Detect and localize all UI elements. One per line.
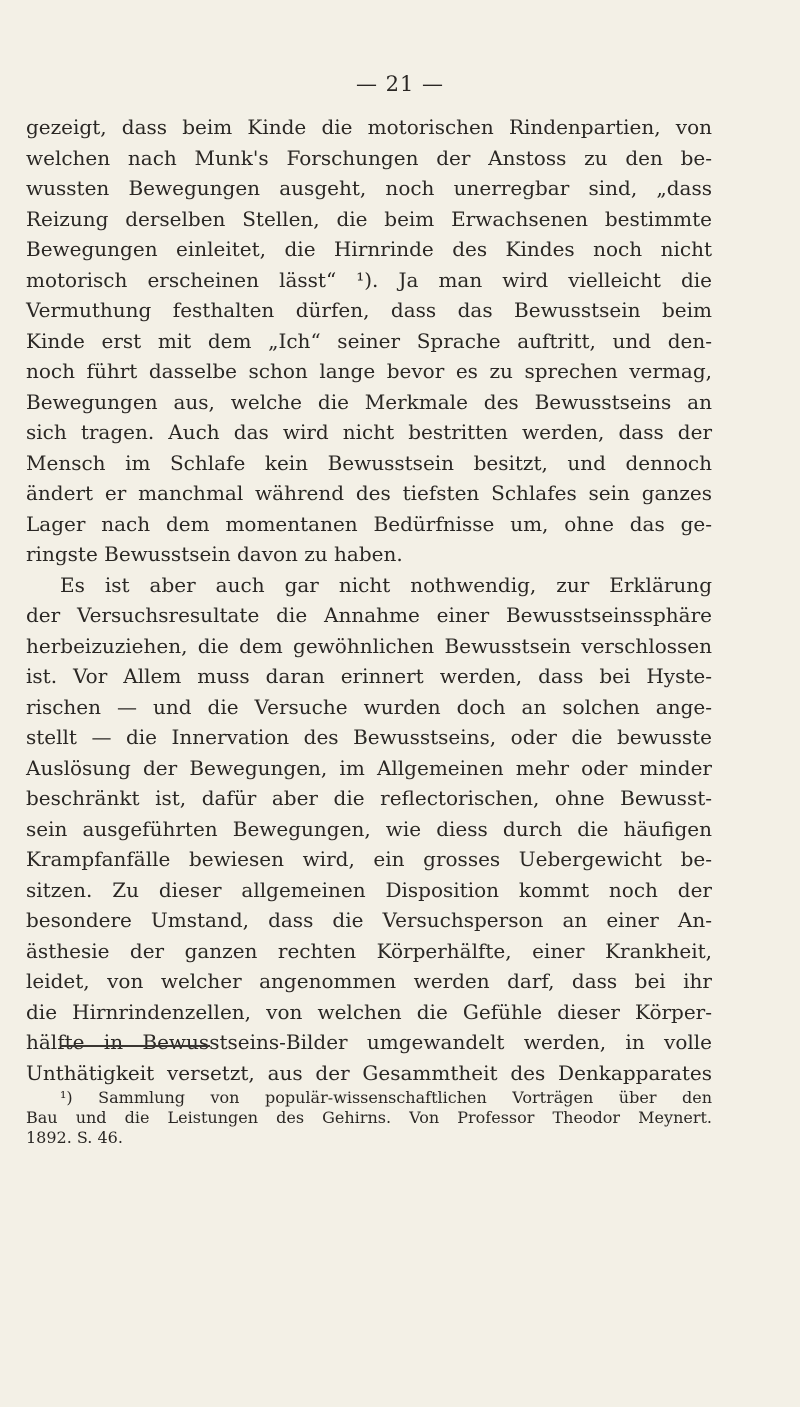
text-line: ästhesie der ganzen rechten Körperhälfte, einer Krankheit, <box>26 938 712 963</box>
page-number: — 21 — <box>355 72 445 96</box>
text-line: Mensch im Schlafe kein Bewusstsein besitzt, und dennoch <box>26 450 712 475</box>
text-line: Lager nach dem momentanen Bedürfnisse um, ohne das ge- <box>26 511 712 536</box>
text-line: Reizung derselben Stellen, die beim Erwachsenen bestimmte <box>26 206 712 231</box>
text-line: sich tragen. Auch das wird nicht bestritten werden, dass der <box>26 420 712 444</box>
text-line: hälfte in Bewusstseins-Bilder umgewandelt werden, in volle <box>26 1030 712 1054</box>
text-line: Kinde erst mit dem „Ich“ seiner Sprache auftritt, und den- <box>26 328 712 353</box>
footnote-divider <box>60 1045 210 1047</box>
body-text <box>26 112 712 1088</box>
text-line: Unthätigkeit versetzt, aus der Gesammtheit des Denkapparates <box>26 1060 712 1085</box>
text-line: stellt — die Innervation des Bewusstseins, oder die bewusste <box>26 725 712 749</box>
paragraph-end-line: ringste Bewusstsein davon zu haben. <box>26 542 403 566</box>
text-line: beschränkt ist, dafür aber die reflectorischen, ohne Bewusst- <box>26 786 712 810</box>
text-line: noch führt dasselbe schon lange bevor es zu sprechen vermag, <box>26 359 712 383</box>
text-line: leidet, von welcher angenommen werden darf, dass bei ihr <box>26 969 712 993</box>
text-line: Krampfanfälle bewiesen wird, ein grosses Uebergewicht be- <box>26 847 712 871</box>
text-line: welchen nach Munk's Forschungen der Anstoss zu den be- <box>26 145 712 170</box>
text-line: ist. Vor Allem muss daran erinnert werden, dass bei Hyste- <box>26 664 712 688</box>
text-line: gezeigt, dass beim Kinde die motorischen Rindenpartien, von <box>26 115 712 139</box>
text-line: rischen — und die Versuche wurden doch an solchen ange- <box>26 694 712 719</box>
footnote-line: Bau und die Leistungen des Gehirns. Von Professor Theodor Meynert. <box>26 1108 712 1127</box>
text-line: sitzen. Zu dieser allgemeinen Disposition kommt noch der <box>26 877 712 902</box>
text-line: motorisch erscheinen lässt“ ¹). Ja man wird vielleicht die <box>26 267 712 292</box>
text-line: herbeizuziehen, die dem gewöhnlichen Bewusstsein verschlossen <box>26 633 712 658</box>
text-line: Bewegungen aus, welche die Merkmale des Bewusstseins an <box>26 389 712 414</box>
footnote-line: ¹) Sammlung von populär-wissenschaftlichen Vorträgen über den <box>60 1088 712 1107</box>
text-line: Bewegungen einleitet, die Hirnrinde des Kindes noch nicht <box>26 237 712 261</box>
text-line: wussten Bewegungen ausgeht, noch unerregbar sind, „dass <box>26 176 712 200</box>
text-line: ändert er manchmal während des tiefsten Schlafes sein ganzes <box>26 481 712 505</box>
text-line: besondere Umstand, dass die Versuchsperson an einer An- <box>26 908 712 932</box>
text-line: der Versuchsresultate die Annahme einer Bewusstseinssphäre <box>26 603 712 627</box>
footnote <box>26 1088 712 1148</box>
text-line: sein ausgeführten Bewegungen, wie diess durch die häufigen <box>26 816 712 841</box>
text-line: Auslösung der Bewegungen, im Allgemeinen mehr oder minder <box>26 755 712 780</box>
text-line: die Hirnrindenzellen, von welchen die Gefühle dieser Körper- <box>26 999 712 1024</box>
text-line: Vermuthung festhalten dürfen, dass das Bewusstsein beim <box>26 298 712 322</box>
paragraph-start-line: Es ist aber auch gar nicht nothwendig, zur Erklärung <box>60 572 712 597</box>
footnote-line: 1892. S. 46. <box>26 1128 123 1147</box>
